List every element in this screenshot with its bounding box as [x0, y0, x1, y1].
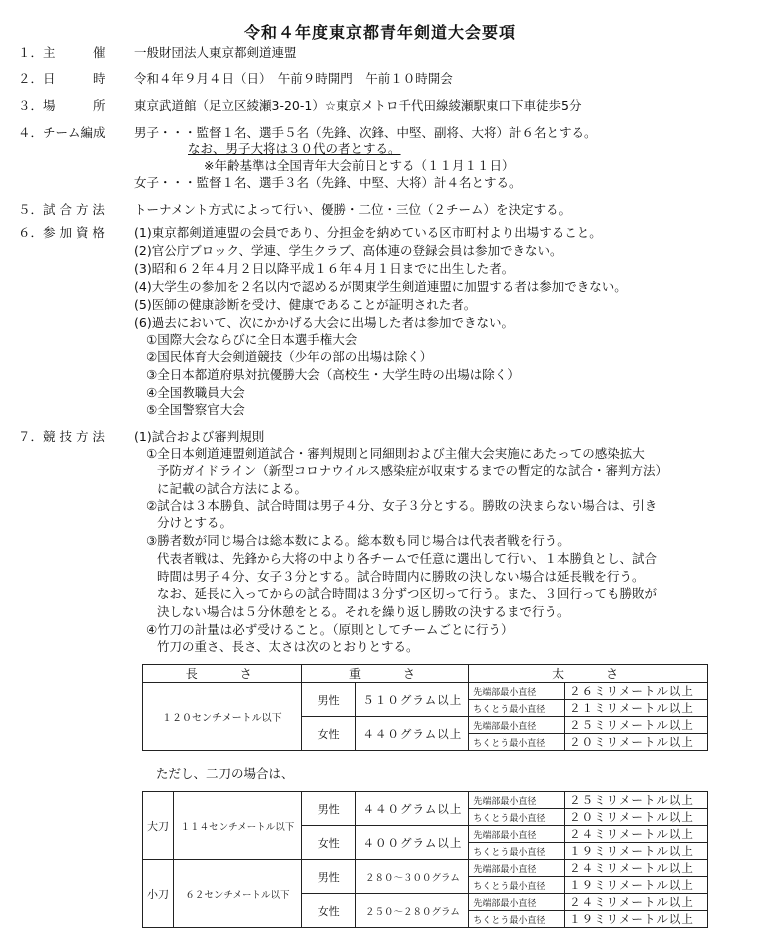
- diameter-value: ２５ミリメートル以上: [565, 717, 708, 734]
- nito-note: ただし、二刀の場合は、: [156, 766, 294, 781]
- rules-line: なお、延長に入ってからの試合時間は３分ずつ区切って行う。また、３回行っても勝敗が: [157, 586, 658, 601]
- diameter-value: ２５ミリメートル以上: [565, 792, 708, 809]
- header-weight: 重 さ: [301, 665, 469, 683]
- eligibility-line: ②国民体育大会剣道競技（少年の部の出場は除く）: [146, 349, 433, 364]
- weight-cell: ４４０グラム以上: [356, 792, 469, 826]
- table-row: [143, 860, 708, 877]
- diameter-label: 先端部最小直径: [469, 860, 565, 877]
- sword-cell: 大刀: [143, 792, 174, 860]
- rules-line: ④竹刀の計量は必ず受けること。（原則としてチームごとに行う）: [146, 622, 514, 637]
- section-label: ７．競 技 方 法: [18, 429, 105, 444]
- diameter-label: ちくとう最小直径: [469, 809, 565, 826]
- eligibility-line: (6)過去において、次にかかげる大会に出場した者は参加できない。: [134, 315, 514, 330]
- item-value: 令和４年９月４日（日） 午前９時開門 午前１０時開会: [134, 71, 453, 86]
- diameter-value: ２０ミリメートル以上: [565, 734, 708, 751]
- weight-cell: ５１０グラム以上: [356, 683, 469, 717]
- table-row: [143, 683, 708, 700]
- gender-cell: 男性: [301, 792, 356, 826]
- gender-cell: 女性: [301, 826, 356, 860]
- eligibility-line: ⑤全国警察官大会: [146, 402, 245, 417]
- eligibility-line: (4)大学生の参加を２名以内で認めるが関東学生剣道連盟に加盟する者は参加できない。: [134, 279, 627, 294]
- item-value: 東京武道館（足立区綾瀬3-20-1）☆東京メトロ千代田線綾瀬駅東口下車徒歩5分: [134, 98, 582, 113]
- table-row: [143, 792, 708, 809]
- diameter-label: ちくとう最小直径: [469, 877, 565, 894]
- diameter-value: １９ミリメートル以上: [565, 877, 708, 894]
- eligibility-line: ①国際大会ならびに全日本選手権大会: [146, 332, 358, 347]
- diameter-value: ２０ミリメートル以上: [565, 809, 708, 826]
- item-label: ２．日 時: [18, 71, 106, 86]
- rules-line: 竹刀の重さ、長さ、太さは次のとおりとする。: [157, 639, 419, 654]
- rules-line: 予防ガイドライン（新型コロナウイルス感染症が収束するまでの暫定的な試合・審判方法）: [157, 463, 669, 478]
- diameter-value: ２１ミリメートル以上: [565, 700, 708, 717]
- rules-line: 代表者戦は、先鋒から大将の中より各チームで任意に選出して行い、１本勝負とし、試合: [157, 551, 658, 566]
- item-label: １．主 催: [18, 45, 106, 60]
- rules-line: ①全日本剣道連盟剣道試合・審判規則と同細則および主催大会実施にあたっての感染拡大: [146, 446, 645, 461]
- weight-cell: ２５０～２８０グラム: [356, 894, 469, 928]
- gender-cell: 女性: [301, 717, 356, 751]
- length-cell: １２０センチメートル以下: [143, 683, 302, 751]
- eligibility-line: ④全国教職員大会: [146, 385, 245, 400]
- length-cell: １１４センチメートル以下: [174, 792, 302, 860]
- eligibility-line: ③全日本都道府県対抗優勝大会（高校生・大学生時の出場は除く）: [146, 367, 520, 382]
- weight-cell: ４４０グラム以上: [356, 717, 469, 751]
- weight-cell: ２８０～３００グラム: [356, 860, 469, 894]
- team-line: 男子・・・監督１名、選手５名（先鋒、次鋒、中堅、副将、大将）計６名とする。: [134, 125, 597, 140]
- diameter-label: 先端部最小直径: [469, 792, 565, 809]
- team-line: なお、男子大将は３０代の者とする。: [188, 141, 401, 156]
- sword-cell: 小刀: [143, 860, 174, 928]
- eligibility-line: (5)医師の健康診断を受け、健康であることが証明された者。: [134, 297, 477, 312]
- team-line: ※年齢基準は全国青年大会前日とする（１１月１１日）: [204, 158, 515, 173]
- team-line: 女子・・・監督１名、選手３名（先鋒、中堅、大将）計４名とする。: [134, 175, 522, 190]
- eligibility-line: (1)東京都剣道連盟の会員であり、分担金を納めている区市町村より出場すること。: [134, 225, 602, 240]
- rules-line: ②試合は３本勝負、試合時間は男子４分、女子３分とする。勝敗の決まらない場合は、引き: [146, 498, 658, 513]
- rules-line: 決しない場合は５分休憩をとる。それを繰り返し勝敗の決するまで行う。: [157, 604, 570, 619]
- item-value: 一般財団法人東京都剣道連盟: [134, 45, 297, 60]
- diameter-value: １９ミリメートル以上: [565, 911, 708, 928]
- diameter-label: 先端部最小直径: [469, 826, 565, 843]
- diameter-label: 先端部最小直径: [469, 717, 565, 734]
- item-label: ３．場 所: [18, 98, 106, 113]
- section-label: ４．チーム編成: [18, 125, 106, 140]
- gender-cell: 女性: [301, 894, 356, 928]
- method-value: トーナメント方式によって行い、優勝・二位・三位（２チーム）を決定する。: [134, 202, 572, 217]
- rules-line: 時間は男子４分、女子３分とする。試合時間内に勝敗の決しない場合は延長戦を行う。: [157, 569, 645, 584]
- length-cell: ６２センチメートル以下: [174, 860, 302, 928]
- rules-heading: (1)試合および審判規則: [134, 429, 265, 444]
- eligibility-line: (3)昭和６２年４月２日以降平成１６年４月１日までに出生した者。: [134, 261, 515, 276]
- diameter-value: ２４ミリメートル以上: [565, 860, 708, 877]
- rules-line: 分けとする。: [157, 515, 233, 530]
- weight-cell: ４００グラム以上: [356, 826, 469, 860]
- section-label: ５．試 合 方 法: [18, 202, 105, 217]
- nito-spec-table: [142, 791, 708, 928]
- diameter-label: ちくとう最小直径: [469, 734, 565, 751]
- gender-cell: 男性: [301, 860, 356, 894]
- diameter-label: ちくとう最小直径: [469, 843, 565, 860]
- table-header-row: [143, 665, 708, 683]
- shinai-spec-table: [142, 664, 708, 751]
- rules-line: ③勝者数が同じ場合は総本数による。総本数も同じ場合は代表者戦を行う。: [146, 533, 570, 548]
- diameter-value: ２４ミリメートル以上: [565, 894, 708, 911]
- diameter-label: 先端部最小直径: [469, 683, 565, 700]
- header-length: 長 さ: [143, 665, 302, 683]
- document-title: 令和４年度東京都青年剣道大会要項: [243, 23, 516, 42]
- diameter-value: ２４ミリメートル以上: [565, 826, 708, 843]
- eligibility-line: (2)官公庁ブロック、学連、学生クラブ、高体連の登録会員は参加できない。: [134, 243, 563, 258]
- diameter-label: ちくとう最小直径: [469, 700, 565, 717]
- diameter-value: ２６ミリメートル以上: [565, 683, 708, 700]
- diameter-label: ちくとう最小直径: [469, 911, 565, 928]
- section-label: ６．参 加 資 格: [18, 225, 105, 240]
- rules-line: に記載の試合方法による。: [157, 481, 308, 496]
- diameter-value: １９ミリメートル以上: [565, 843, 708, 860]
- diameter-label: 先端部最小直径: [469, 894, 565, 911]
- gender-cell: 男性: [301, 683, 356, 717]
- header-thickness: 太 さ: [469, 665, 708, 683]
